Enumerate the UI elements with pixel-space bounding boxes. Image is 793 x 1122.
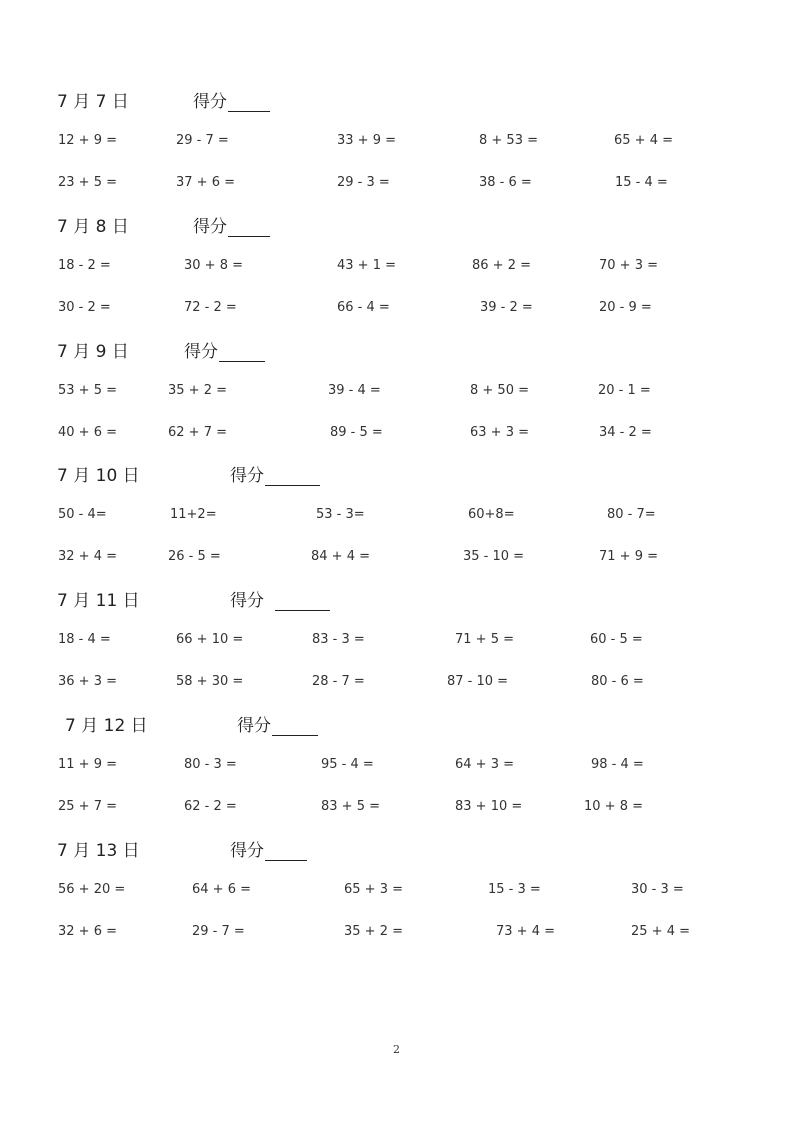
math-problem: 29 - 7 =	[192, 924, 245, 939]
section-date: 7 月 9 日	[57, 342, 129, 362]
math-problem: 50 - 4=	[58, 507, 107, 522]
math-problem: 32 + 6 =	[58, 924, 117, 939]
section-date: 7 月 11 日	[57, 591, 140, 611]
math-problem: 53 - 3=	[316, 507, 365, 522]
math-problem: 30 - 2 =	[58, 300, 111, 315]
math-problem: 37 + 6 =	[176, 175, 235, 190]
score-field	[230, 586, 330, 611]
math-problem: 43 + 1 =	[337, 258, 396, 273]
math-problem: 28 - 7 =	[312, 674, 365, 689]
math-problem: 73 + 4 =	[496, 924, 555, 939]
math-problem: 86 + 2 =	[472, 258, 531, 273]
math-problem: 34 - 2 =	[599, 425, 652, 440]
score-label: 得分	[230, 841, 264, 861]
math-problem: 58 + 30 =	[176, 674, 244, 689]
math-problem: 64 + 3 =	[455, 757, 514, 772]
score-field	[230, 836, 307, 861]
section-date: 7 月 7 日	[57, 92, 129, 112]
math-problem: 83 + 10 =	[455, 799, 523, 814]
math-problem: 35 - 10 =	[463, 549, 525, 564]
math-problem: 89 - 5 =	[330, 425, 383, 440]
score-blank[interactable]	[265, 844, 307, 861]
math-problem: 35 + 2 =	[344, 924, 403, 939]
score-label: 得分	[193, 92, 227, 112]
math-problem: 18 - 2 =	[58, 258, 111, 273]
math-problem: 80 - 3 =	[184, 757, 237, 772]
math-problem: 84 + 4 =	[311, 549, 370, 564]
score-blank[interactable]	[265, 469, 320, 486]
math-problem: 29 - 7 =	[176, 133, 229, 148]
math-problem: 25 + 7 =	[58, 799, 117, 814]
math-problem: 11 + 9 =	[58, 757, 117, 772]
section-date: 7 月 8 日	[57, 217, 129, 237]
math-problem: 98 - 4 =	[591, 757, 644, 772]
math-problem: 53 + 5 =	[58, 383, 117, 398]
score-blank[interactable]	[219, 345, 265, 362]
math-problem: 36 + 3 =	[58, 674, 117, 689]
score-label: 得分	[237, 716, 271, 736]
math-problem: 66 + 10 =	[176, 632, 244, 647]
math-problem: 65 + 3 =	[344, 882, 403, 897]
math-problem: 95 - 4 =	[321, 757, 374, 772]
math-problem: 70 + 3 =	[599, 258, 658, 273]
math-problem: 18 - 4 =	[58, 632, 111, 647]
math-problem: 12 + 9 =	[58, 133, 117, 148]
section-date: 7 月 13 日	[57, 841, 140, 861]
math-problem: 20 - 9 =	[599, 300, 652, 315]
math-problem: 62 + 7 =	[168, 425, 227, 440]
math-problem: 8 + 53 =	[479, 133, 538, 148]
math-problem: 39 - 4 =	[328, 383, 381, 398]
math-problem: 23 + 5 =	[58, 175, 117, 190]
score-blank[interactable]	[228, 220, 270, 237]
math-problem: 8 + 50 =	[470, 383, 529, 398]
score-label: 得分	[230, 591, 264, 611]
math-problem: 65 + 4 =	[614, 133, 673, 148]
math-problem: 80 - 7=	[607, 507, 656, 522]
math-problem: 64 + 6 =	[192, 882, 251, 897]
score-label: 得分	[184, 342, 218, 362]
math-problem: 87 - 10 =	[447, 674, 509, 689]
math-problem: 60 - 5 =	[590, 632, 643, 647]
math-problem: 15 - 3 =	[488, 882, 541, 897]
score-field	[237, 711, 318, 736]
section-date: 7 月 12 日	[65, 716, 148, 736]
math-problem: 80 - 6 =	[591, 674, 644, 689]
score-field	[193, 87, 270, 112]
score-label: 得分	[193, 217, 227, 237]
math-problem: 26 - 5 =	[168, 549, 221, 564]
score-field	[193, 212, 270, 237]
math-problem: 35 + 2 =	[168, 383, 227, 398]
math-problem: 15 - 4 =	[615, 175, 668, 190]
math-problem: 40 + 6 =	[58, 425, 117, 440]
math-problem: 56 + 20 =	[58, 882, 126, 897]
math-problem: 83 - 3 =	[312, 632, 365, 647]
math-problem: 72 - 2 =	[184, 300, 237, 315]
math-problem: 62 - 2 =	[184, 799, 237, 814]
math-problem: 29 - 3 =	[337, 175, 390, 190]
math-problem: 10 + 8 =	[584, 799, 643, 814]
math-problem: 71 + 9 =	[599, 549, 658, 564]
page-number: 2	[393, 1043, 400, 1056]
math-problem: 33 + 9 =	[337, 133, 396, 148]
math-problem: 30 + 8 =	[184, 258, 243, 273]
score-blank[interactable]	[272, 719, 318, 736]
math-problem: 32 + 4 =	[58, 549, 117, 564]
math-problem: 11+2=	[170, 507, 217, 522]
math-problem: 20 - 1 =	[598, 383, 651, 398]
score-field	[184, 337, 265, 362]
math-problem: 83 + 5 =	[321, 799, 380, 814]
math-problem: 39 - 2 =	[480, 300, 533, 315]
math-problem: 60+8=	[468, 507, 515, 522]
section-date: 7 月 10 日	[57, 466, 140, 486]
score-blank[interactable]	[275, 594, 330, 611]
math-problem: 71 + 5 =	[455, 632, 514, 647]
math-problem: 25 + 4 =	[631, 924, 690, 939]
math-problem: 63 + 3 =	[470, 425, 529, 440]
math-problem: 30 - 3 =	[631, 882, 684, 897]
score-field	[230, 461, 320, 486]
math-problem: 66 - 4 =	[337, 300, 390, 315]
score-blank[interactable]	[228, 95, 270, 112]
score-label: 得分	[230, 466, 264, 486]
math-problem: 38 - 6 =	[479, 175, 532, 190]
